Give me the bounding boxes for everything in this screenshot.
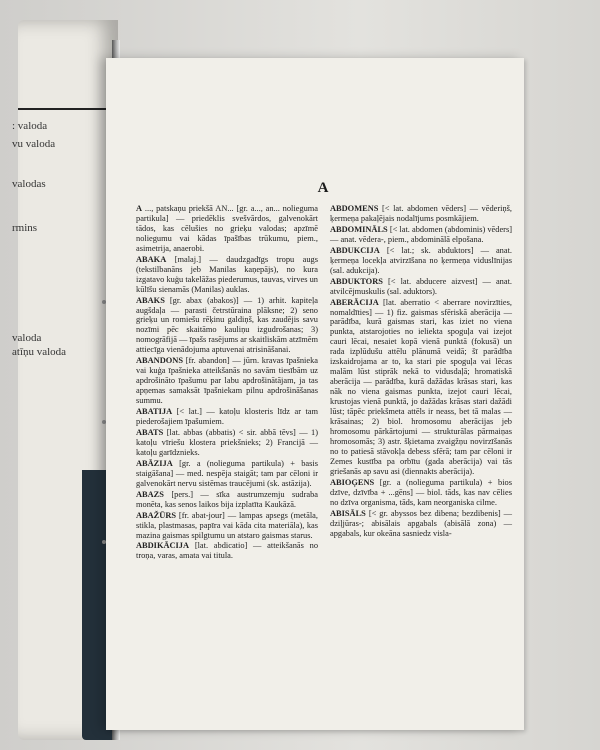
left-page-fragment: atīņu valoda [12,346,67,358]
entry-headword: ABAŽŪRS [136,510,177,520]
entry-headword: ABISĀLS [330,508,366,518]
entry-headword: ABIOĢENS [330,477,375,487]
entry-definition: [gr. abax (abakos)] — 1) arhit. kapiteļa augšdaļa — parasti četrstūraina plāksne; 2) seno grieķu un romiešu rēķinu galdiņš, kas zaudējis savu nozīmi pēc skaitāmo kauliņu izgudrošanas; 3) nomogrāfijā — īpašs rasējums ar skaitliskām atzīmēm attiecīga vienādojuma aptuvenai atrisināšanai. [136,295,318,355]
entry-definition: [lat. aberratio < aberrare novirzīties, nomaldīties] — 1) fiz. gaismas sfēriskā aberācija — parādība, kurā gaismas stari, kas iziet no viena punkta, atstarojoties no ieliekta spoguļa vai izejot cauri lēcai, nesaiet kopā vienā punktā (fokusā) un rada izplūdušu attēlu plānumā veidā; šī parādība izskaidrojama ar to, ka stari pie spoguļa vai lēcas malām lūst stiprāk nekā to vidusdaļā; hromatiskā aberācija — parādība, kurā dažādas krāsas stari, kas nāk no viena gaismas punkta, izejot cauri lēcai, krustojas vienā punktā, jo dažādas krāsas stari dažādi lūst; tāpēc priekšmeta attēls ir neass, bet tā malas — krāsainas; 2) biol. hromosomu aberācijas jeb hromosomu pārkārtojumi — strukturālas pārmaiņas hromosomās; 3) astr. šķietama zvaigžņu novirzīšanās no to patiesā stāvokļa debess sfērā; tam par cēloni ir Zemes kustība pa orbītu (gada aberācija) vai tās griešanās ap savu asi (diennakts aberācija). [330,297,513,476]
section-letter: A [317,180,329,196]
dictionary-entry [330,298,512,477]
entry-headword: ABANDONS [136,356,183,366]
page-content [136,58,513,730]
entry-headword: ABDIKĀCIJA [136,541,190,551]
entry-headword: ABAKS [136,295,165,305]
dictionary-entry [330,225,512,245]
dictionary-entry [136,490,318,510]
entry-definition: [< lat.] — katoļu klosteris līdz ar tam piederošajiem īpašumiem. [136,407,319,427]
entry-headword: ABDUKCIJA [330,245,380,255]
entry-definition: [< lat. abdomen vēders] — vēderiņš, ķermeņa pakaļējais nodalījums posmkājiem. [330,204,512,223]
dictionary-entry [330,246,512,276]
entry-definition: [gr. a (nolieguma partikula) + bios dzīve, dzīvība + ...gēns] — biol. tāds, kas nav cēlies no dzīva organisma, tāds, kam neorganiska cilme. [330,477,512,507]
dictionary-entry [330,478,512,508]
left-page-fragment: rmins [12,222,38,234]
dictionary-entry [136,407,318,427]
dictionary-entry [330,277,512,297]
dictionary-column-right [330,204,512,539]
dictionary-column-left [136,204,318,562]
dictionary-entry [330,509,512,539]
entry-headword: ABAZS [136,489,164,499]
dictionary-entry [136,511,318,541]
entry-definition: [lat. abdicatio] — atteikšanās no troņa, varas, amata vai titula. [136,541,319,561]
entry-headword: ABDUKTORS [330,276,383,286]
entry-headword: ABĀZIJA [136,458,173,468]
dictionary-entry [136,204,318,254]
entry-headword: ABATS [136,427,164,437]
dictionary-entry [330,204,512,224]
dictionary-entry [136,255,318,295]
entry-definition: [gr. a (nolieguma partikula) + basis staigāšana] — med. nespēja staigāt; tam par cēloni ir galvenokārt nervu sistēmas traucējumi (sk. astāzija). [136,458,318,488]
left-page-rule [18,108,112,110]
entry-definition: [fr. abandon] — jūrn. kravas īpašnieka vai kuģa īpašnieka atteikšanās no savām tiesībām uz apdrošināto īpašumu par labu apdrošinātājam, ja tas apņemas samaksāt īpašniekam pilnu apdrošināšanas summu. [136,356,318,406]
left-page-fragment: vu valoda [12,138,56,150]
dictionary-entry [136,459,318,489]
entry-headword: ABDOMENS [330,204,379,213]
entry-definition: [< gr. abyssos bez dibena; bezdibenis] — dziļjūras-; abisālais apgabals (abisālā zona) — apgabals, kur okeāna sasniedz visla- [330,508,512,538]
dictionary-entry [136,296,318,356]
right-page [106,58,524,730]
entry-definition: [malaj.] — daudzgadīgs tropu augs (tekstilbanāns jeb Manilas kaņepājs), no kura izgatavo kuģu takelāžas piederumus, tauvas, virves un kūlīšu sienamās (Manilas) auklas. [136,254,319,294]
entry-definition: [< lat. abdomen (abdominis) vēders] — anat. vēdera-, piem., abdominālā elpošana. [330,224,513,244]
entry-definition: [pers.] — sīka austrumzemju sudraba monēta, kas senos laikos bija izplatīta Kaukāzā. [136,489,319,509]
entry-headword: A [136,204,143,213]
entry-headword: ABATIJA [136,407,173,417]
left-page-fragment: : valoda [12,120,48,132]
entry-definition: [fr. abat-jour] — lampas apsegs (metāla, stikla, plastmasas, papīra vai kāda cita materiāla), kas mazina gaismas spilgtumu un atstaro gaismas starus. [136,510,318,540]
entry-definition: [< lat. abducere aizvest] — anat. atvilcējmuskulis (sal. aduktors). [330,276,513,296]
entry-definition: [lat. abbas (abbatis) < sir. abbā tēvs] — 1) katoļu vīriešu klostera priekšnieks; 2) Francijā — katoļu garīdznieks. [136,427,319,457]
entry-headword: ABDOMINĀLS [330,224,388,234]
entry-definition: [< lat.; sk. abduktors] — anat. ķermeņa locekļa atvirzīšana no ķermeņa viduslīnijas (sal. adukcija). [330,245,512,275]
dictionary-entry [136,356,318,406]
left-page-fragment: valoda [12,332,42,344]
dictionary-entry [136,428,318,458]
entry-headword: ABERĀCIJA [330,297,379,307]
entry-headword: ABAKA [136,254,167,264]
left-page-fragment: valodas [12,178,46,190]
entry-definition: ..., patskaņu priekšā AN... [gr. a..., an... nolieguma partikula] — priedēklis svešvārdos, galvenokārt tādos, kas cēlušies no grieķu valodas; apzīmē noliegumu vai kādas īpašības trūkumu, piem., asimetrija, anaerobi. [136,204,319,253]
dictionary-entry [136,541,318,561]
